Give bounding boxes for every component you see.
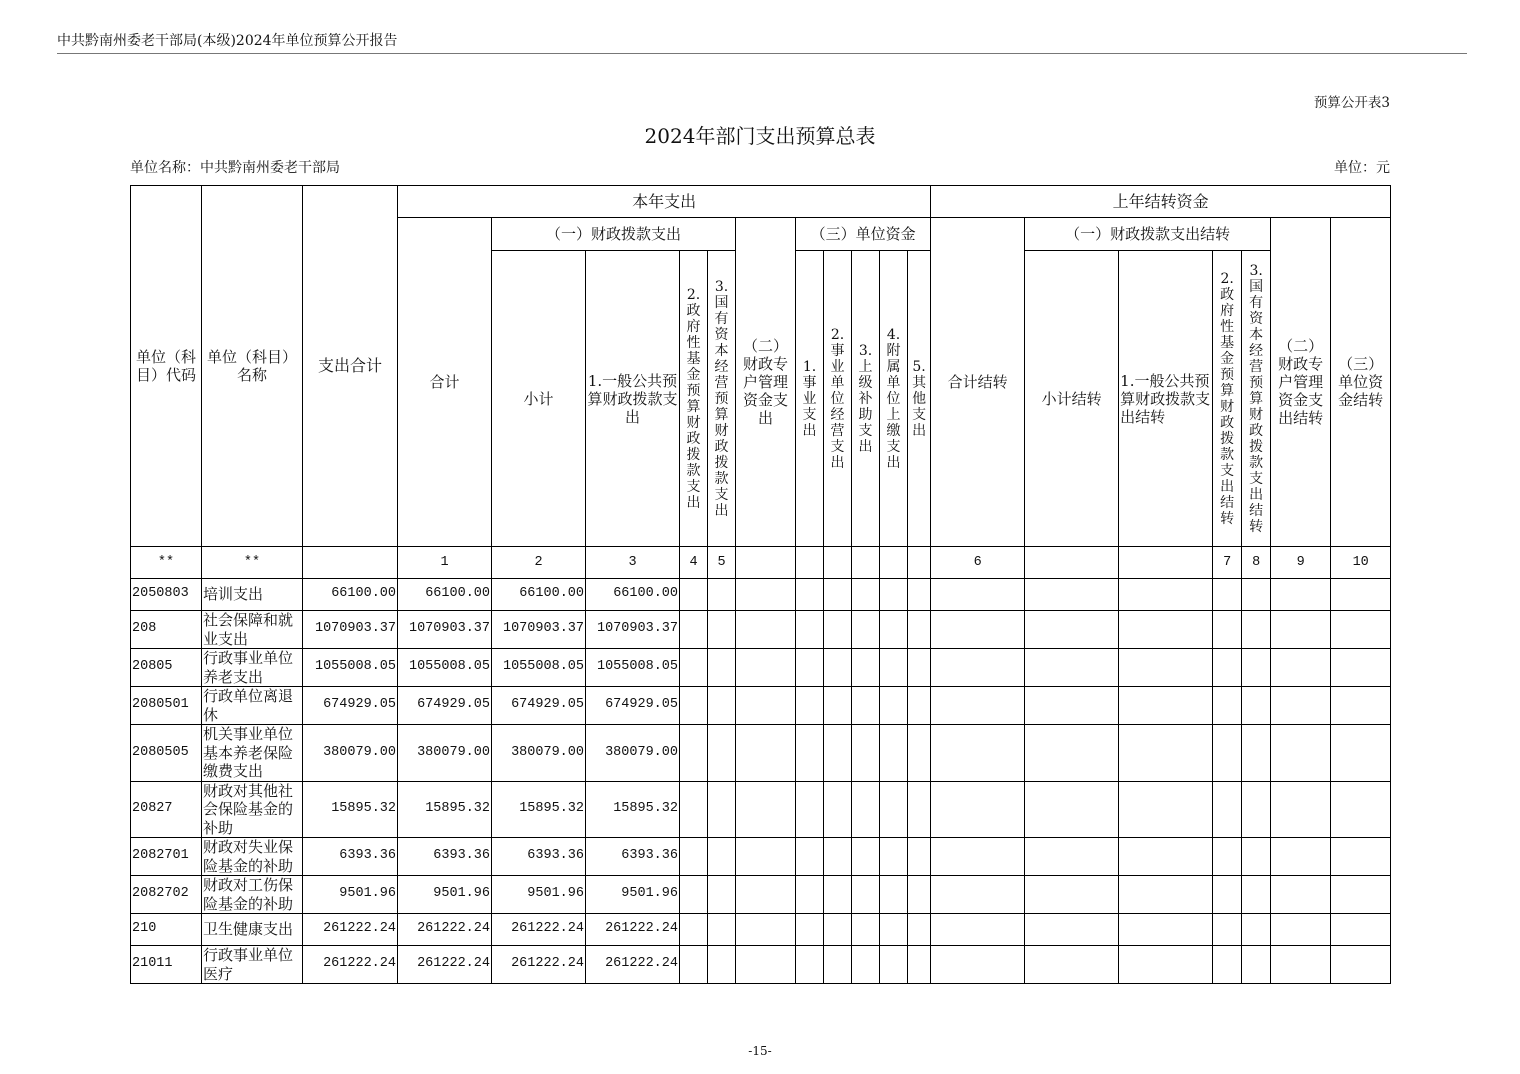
col-header-general-public-budget: 1.一般公共预算财政拨款支出 bbox=[586, 251, 680, 547]
empty-cell bbox=[880, 579, 908, 611]
empty-cell bbox=[824, 838, 852, 876]
col-header-label: 2.政府性基金预算财政拨款支出结转 bbox=[1220, 270, 1235, 527]
empty-cell bbox=[931, 838, 1025, 876]
col-header-business-expenditure bbox=[796, 251, 824, 547]
empty-cell bbox=[931, 687, 1025, 725]
empty-cell bbox=[796, 876, 824, 914]
empty-cell bbox=[824, 687, 852, 725]
empty-cell bbox=[931, 725, 1025, 782]
table-title: 2024年部门支出预算总表 bbox=[644, 124, 876, 148]
empty-cell bbox=[931, 611, 1025, 649]
empty-cell bbox=[852, 725, 880, 782]
empty-cell bbox=[680, 876, 708, 914]
empty-cell bbox=[1331, 649, 1391, 687]
current-total-value: 66100.00 bbox=[398, 579, 492, 611]
empty-cell bbox=[1119, 547, 1213, 579]
current-total-value: 261222.24 bbox=[398, 946, 492, 984]
empty-cell bbox=[1025, 838, 1119, 876]
subject-code-cell: 2080505 bbox=[131, 725, 202, 782]
fiscal-subtotal-value: 1070903.37 bbox=[492, 611, 586, 649]
col-header-unit-funds-carryover: （三）单位资金结转 bbox=[1331, 218, 1391, 547]
subject-name-cell: 机关事业单位基本养老保险缴费支出 bbox=[202, 725, 303, 782]
empty-cell bbox=[708, 876, 736, 914]
empty-cell bbox=[1213, 838, 1242, 876]
empty-cell bbox=[880, 838, 908, 876]
empty-cell bbox=[796, 946, 824, 984]
empty-cell bbox=[880, 611, 908, 649]
empty-cell bbox=[908, 547, 931, 579]
empty-cell bbox=[1025, 649, 1119, 687]
col-header-label: 1.事业支出 bbox=[802, 358, 817, 439]
fiscal-subtotal-value: 9501.96 bbox=[492, 876, 586, 914]
empty-cell bbox=[824, 579, 852, 611]
empty-cell bbox=[824, 547, 852, 579]
col-header-government-fund-carryover bbox=[1213, 251, 1242, 547]
general-public-budget-value: 261222.24 bbox=[586, 914, 680, 946]
column-index-cell: 1 bbox=[398, 547, 492, 579]
subject-name-cell: 行政事业单位养老支出 bbox=[202, 649, 303, 687]
empty-cell bbox=[1242, 579, 1271, 611]
empty-cell bbox=[1331, 611, 1391, 649]
column-index-cell: 10 bbox=[1331, 547, 1391, 579]
empty-cell bbox=[1213, 946, 1242, 984]
subject-name-cell: 行政事业单位医疗 bbox=[202, 946, 303, 984]
general-public-budget-value: 6393.36 bbox=[586, 838, 680, 876]
empty-cell bbox=[1025, 781, 1119, 838]
empty-cell bbox=[1025, 579, 1119, 611]
empty-cell bbox=[1271, 946, 1331, 984]
total-expenditure-value: 1070903.37 bbox=[303, 611, 398, 649]
empty-cell bbox=[708, 579, 736, 611]
empty-cell bbox=[1213, 649, 1242, 687]
table-row bbox=[131, 914, 1391, 946]
empty-cell bbox=[1242, 914, 1271, 946]
general-public-budget-value: 15895.32 bbox=[586, 781, 680, 838]
empty-cell bbox=[1119, 687, 1213, 725]
empty-cell bbox=[1025, 914, 1119, 946]
empty-cell bbox=[1331, 687, 1391, 725]
empty-cell bbox=[1271, 838, 1331, 876]
empty-cell bbox=[880, 914, 908, 946]
empty-cell bbox=[680, 649, 708, 687]
empty-cell bbox=[931, 781, 1025, 838]
empty-cell bbox=[1213, 725, 1242, 782]
subject-code-cell: 21011 bbox=[131, 946, 202, 984]
empty-cell bbox=[1119, 781, 1213, 838]
empty-cell bbox=[908, 649, 931, 687]
subject-name-cell: 行政单位离退休 bbox=[202, 687, 303, 725]
empty-cell bbox=[708, 838, 736, 876]
empty-cell bbox=[736, 725, 796, 782]
empty-cell bbox=[680, 611, 708, 649]
empty-cell bbox=[852, 876, 880, 914]
subgroup-header-unit-funds: （三）单位资金 bbox=[796, 218, 931, 251]
col-header-label: 4.附属单位上缴支出 bbox=[886, 326, 901, 471]
column-index-cell: 3 bbox=[586, 547, 680, 579]
fiscal-subtotal-value: 674929.05 bbox=[492, 687, 586, 725]
current-total-value: 674929.05 bbox=[398, 687, 492, 725]
empty-cell bbox=[708, 725, 736, 782]
empty-cell bbox=[736, 579, 796, 611]
column-index-cell: 9 bbox=[1271, 547, 1331, 579]
total-expenditure-value: 674929.05 bbox=[303, 687, 398, 725]
empty-cell bbox=[1119, 914, 1213, 946]
empty-cell bbox=[796, 649, 824, 687]
empty-cell bbox=[852, 547, 880, 579]
general-public-budget-value: 66100.00 bbox=[586, 579, 680, 611]
table-row bbox=[131, 725, 1391, 782]
empty-cell bbox=[1025, 946, 1119, 984]
fiscal-subtotal-value: 1055008.05 bbox=[492, 649, 586, 687]
empty-cell bbox=[736, 547, 796, 579]
empty-cell bbox=[880, 725, 908, 782]
table-row bbox=[131, 838, 1391, 876]
fiscal-subtotal-value: 15895.32 bbox=[492, 781, 586, 838]
empty-cell bbox=[708, 611, 736, 649]
column-index-cell: 8 bbox=[1242, 547, 1271, 579]
page-number: -15- bbox=[748, 1044, 772, 1058]
col-header-special-account-carryover: （二）财政专户管理资金支出结转 bbox=[1271, 218, 1331, 547]
current-total-value: 1055008.05 bbox=[398, 649, 492, 687]
empty-cell bbox=[796, 914, 824, 946]
empty-cell bbox=[824, 946, 852, 984]
subject-name-cell: 卫生健康支出 bbox=[202, 914, 303, 946]
empty-cell bbox=[1271, 611, 1331, 649]
empty-cell bbox=[736, 781, 796, 838]
subject-code-cell: 2050803 bbox=[131, 579, 202, 611]
empty-cell bbox=[1331, 725, 1391, 782]
empty-cell bbox=[931, 579, 1025, 611]
empty-cell bbox=[1242, 649, 1271, 687]
table-row bbox=[131, 611, 1391, 649]
general-public-budget-value: 1070903.37 bbox=[586, 611, 680, 649]
empty-cell bbox=[824, 876, 852, 914]
empty-cell bbox=[1119, 725, 1213, 782]
empty-cell bbox=[1331, 876, 1391, 914]
empty-cell bbox=[1119, 579, 1213, 611]
empty-cell bbox=[931, 876, 1025, 914]
empty-cell bbox=[796, 687, 824, 725]
total-expenditure-value: 6393.36 bbox=[303, 838, 398, 876]
empty-cell bbox=[796, 611, 824, 649]
col-header-label: 3.上级补助支出 bbox=[858, 342, 873, 455]
col-header-superior-subsidy-expenditure bbox=[852, 251, 880, 547]
empty-cell bbox=[796, 547, 824, 579]
empty-cell bbox=[1119, 946, 1213, 984]
fiscal-subtotal-value: 261222.24 bbox=[492, 946, 586, 984]
subject-code-cell: 2082702 bbox=[131, 876, 202, 914]
empty-cell bbox=[736, 876, 796, 914]
empty-cell bbox=[908, 781, 931, 838]
empty-cell bbox=[1119, 876, 1213, 914]
empty-cell bbox=[1213, 781, 1242, 838]
col-header-current-total: 合计 bbox=[398, 218, 492, 547]
subject-code-cell: 2080501 bbox=[131, 687, 202, 725]
column-index-row bbox=[131, 547, 1391, 579]
col-header-label: 3.国有资本经营预算财政拨款支出结转 bbox=[1249, 262, 1264, 535]
column-index-cell: ** bbox=[202, 547, 303, 579]
table-row bbox=[131, 946, 1391, 984]
col-header-label: 5.其他支出 bbox=[912, 358, 927, 439]
col-header-total-expenditure: 支出合计 bbox=[303, 186, 398, 547]
empty-cell bbox=[852, 914, 880, 946]
empty-cell bbox=[880, 876, 908, 914]
empty-cell bbox=[1331, 781, 1391, 838]
col-header-label: 2.政府性基金预算财政拨款支出 bbox=[686, 286, 701, 511]
empty-cell bbox=[1025, 611, 1119, 649]
empty-cell bbox=[1025, 687, 1119, 725]
table-row bbox=[131, 579, 1391, 611]
empty-cell bbox=[852, 687, 880, 725]
empty-cell bbox=[1213, 876, 1242, 914]
empty-cell bbox=[680, 725, 708, 782]
current-total-value: 1070903.37 bbox=[398, 611, 492, 649]
subject-code-cell: 20805 bbox=[131, 649, 202, 687]
empty-cell bbox=[852, 579, 880, 611]
empty-cell bbox=[1242, 687, 1271, 725]
fiscal-subtotal-value: 6393.36 bbox=[492, 838, 586, 876]
col-header-subject-name: 单位（科目）名称 bbox=[202, 186, 303, 547]
empty-cell bbox=[708, 946, 736, 984]
empty-cell bbox=[796, 725, 824, 782]
empty-cell bbox=[1271, 687, 1331, 725]
column-index-cell: 5 bbox=[708, 547, 736, 579]
empty-cell bbox=[1271, 649, 1331, 687]
empty-cell bbox=[880, 687, 908, 725]
table-row bbox=[131, 649, 1391, 687]
current-total-value: 6393.36 bbox=[398, 838, 492, 876]
empty-cell bbox=[680, 946, 708, 984]
report-running-title: 中共黔南州委老干部局(本级)2024年单位预算公开报告 bbox=[57, 33, 398, 49]
fiscal-subtotal-value: 261222.24 bbox=[492, 914, 586, 946]
subject-code-cell: 210 bbox=[131, 914, 202, 946]
empty-cell bbox=[680, 781, 708, 838]
empty-cell bbox=[1271, 725, 1331, 782]
subject-name-cell: 财政对失业保险基金的补助 bbox=[202, 838, 303, 876]
col-header-state-capital-carryover bbox=[1242, 251, 1271, 547]
empty-cell bbox=[852, 781, 880, 838]
empty-cell bbox=[931, 946, 1025, 984]
unit-name: 单位名称：中共黔南州委老干部局 bbox=[130, 160, 340, 176]
empty-cell bbox=[1331, 579, 1391, 611]
col-header-label: 2.事业单位经营支出 bbox=[830, 326, 845, 471]
total-expenditure-value: 261222.24 bbox=[303, 914, 398, 946]
general-public-budget-value: 380079.00 bbox=[586, 725, 680, 782]
empty-cell bbox=[880, 649, 908, 687]
empty-cell bbox=[1119, 838, 1213, 876]
empty-cell bbox=[736, 914, 796, 946]
total-expenditure-value: 66100.00 bbox=[303, 579, 398, 611]
empty-cell bbox=[908, 687, 931, 725]
total-expenditure-value: 9501.96 bbox=[303, 876, 398, 914]
header-divider bbox=[57, 53, 1467, 54]
empty-cell bbox=[1025, 547, 1119, 579]
empty-cell bbox=[908, 579, 931, 611]
general-public-budget-value: 674929.05 bbox=[586, 687, 680, 725]
empty-cell bbox=[1213, 611, 1242, 649]
table-row bbox=[131, 687, 1391, 725]
column-index-cell: 4 bbox=[680, 547, 708, 579]
empty-cell bbox=[880, 946, 908, 984]
empty-cell bbox=[1271, 914, 1331, 946]
currency-unit: 单位：元 bbox=[1334, 160, 1390, 176]
empty-cell bbox=[852, 611, 880, 649]
empty-cell bbox=[708, 914, 736, 946]
empty-cell bbox=[680, 838, 708, 876]
general-public-budget-value: 1055008.05 bbox=[586, 649, 680, 687]
empty-cell bbox=[680, 579, 708, 611]
subject-name-cell: 培训支出 bbox=[202, 579, 303, 611]
total-expenditure-value: 1055008.05 bbox=[303, 649, 398, 687]
group-header-current-year: 本年支出 bbox=[398, 186, 931, 218]
empty-cell bbox=[1242, 611, 1271, 649]
empty-cell bbox=[796, 579, 824, 611]
empty-cell bbox=[796, 781, 824, 838]
expenditure-budget-table bbox=[130, 185, 1391, 984]
empty-cell bbox=[1025, 876, 1119, 914]
empty-cell bbox=[1331, 914, 1391, 946]
header-row-groups bbox=[131, 186, 1391, 218]
table-row bbox=[131, 781, 1391, 838]
empty-cell bbox=[824, 725, 852, 782]
table-number: 预算公开表3 bbox=[1313, 95, 1390, 111]
subject-code-cell: 20827 bbox=[131, 781, 202, 838]
subject-code-cell: 2082701 bbox=[131, 838, 202, 876]
general-public-budget-value: 261222.24 bbox=[586, 946, 680, 984]
empty-cell bbox=[931, 914, 1025, 946]
empty-cell bbox=[1242, 838, 1271, 876]
subgroup-header-fiscal-carryover: （一）财政拨款支出结转 bbox=[1025, 218, 1271, 251]
empty-cell bbox=[931, 649, 1025, 687]
empty-cell bbox=[1271, 579, 1331, 611]
empty-cell bbox=[908, 611, 931, 649]
subject-name-cell: 财政对其他社会保险基金的补助 bbox=[202, 781, 303, 838]
current-total-value: 380079.00 bbox=[398, 725, 492, 782]
col-header-general-public-carryover: 1.一般公共预算财政拨款支出结转 bbox=[1119, 251, 1213, 547]
fiscal-subtotal-value: 380079.00 bbox=[492, 725, 586, 782]
empty-cell bbox=[908, 914, 931, 946]
col-header-fiscal-subtotal: 小计 bbox=[492, 251, 586, 547]
subject-code-cell: 208 bbox=[131, 611, 202, 649]
current-total-value: 261222.24 bbox=[398, 914, 492, 946]
empty-cell bbox=[824, 611, 852, 649]
col-header-unit-operating-expenditure bbox=[824, 251, 852, 547]
empty-cell bbox=[796, 838, 824, 876]
col-header-special-account-funds: （二）财政专户管理资金支出 bbox=[736, 218, 796, 547]
column-index-cell: 6 bbox=[931, 547, 1025, 579]
subgroup-header-fiscal-appropriation: （一）财政拨款支出 bbox=[492, 218, 736, 251]
empty-cell bbox=[1119, 611, 1213, 649]
empty-cell bbox=[908, 876, 931, 914]
group-header-prior-carryover: 上年结转资金 bbox=[931, 186, 1391, 218]
column-index-cell: 7 bbox=[1213, 547, 1242, 579]
empty-cell bbox=[1331, 946, 1391, 984]
empty-cell bbox=[736, 687, 796, 725]
empty-cell bbox=[1242, 946, 1271, 984]
total-expenditure-value: 15895.32 bbox=[303, 781, 398, 838]
col-header-subject-code: 单位（科目）代码 bbox=[131, 186, 202, 547]
empty-cell bbox=[852, 838, 880, 876]
empty-cell bbox=[880, 781, 908, 838]
empty-cell bbox=[1271, 781, 1331, 838]
subject-name-cell: 社会保障和就业支出 bbox=[202, 611, 303, 649]
empty-cell bbox=[1213, 579, 1242, 611]
total-expenditure-value: 261222.24 bbox=[303, 946, 398, 984]
col-header-affiliated-remittance-expenditure bbox=[880, 251, 908, 547]
general-public-budget-value: 9501.96 bbox=[586, 876, 680, 914]
empty-cell bbox=[1331, 838, 1391, 876]
empty-cell bbox=[680, 914, 708, 946]
empty-cell bbox=[1213, 914, 1242, 946]
empty-cell bbox=[908, 725, 931, 782]
empty-cell bbox=[303, 547, 398, 579]
empty-cell bbox=[708, 649, 736, 687]
fiscal-subtotal-value: 66100.00 bbox=[492, 579, 586, 611]
empty-cell bbox=[1025, 725, 1119, 782]
empty-cell bbox=[824, 914, 852, 946]
current-total-value: 15895.32 bbox=[398, 781, 492, 838]
empty-cell bbox=[1242, 725, 1271, 782]
column-index-cell: ** bbox=[131, 547, 202, 579]
empty-cell bbox=[880, 547, 908, 579]
empty-cell bbox=[1213, 687, 1242, 725]
subject-name-cell: 财政对工伤保险基金的补助 bbox=[202, 876, 303, 914]
empty-cell bbox=[736, 611, 796, 649]
empty-cell bbox=[852, 946, 880, 984]
empty-cell bbox=[736, 649, 796, 687]
empty-cell bbox=[824, 649, 852, 687]
empty-cell bbox=[736, 838, 796, 876]
empty-cell bbox=[908, 838, 931, 876]
empty-cell bbox=[680, 687, 708, 725]
column-index-cell: 2 bbox=[492, 547, 586, 579]
empty-cell bbox=[736, 946, 796, 984]
col-header-fiscal-carryover-subtotal: 小计结转 bbox=[1025, 251, 1119, 547]
empty-cell bbox=[908, 946, 931, 984]
table-row bbox=[131, 876, 1391, 914]
empty-cell bbox=[1271, 876, 1331, 914]
col-header-other-expenditure bbox=[908, 251, 931, 547]
total-expenditure-value: 380079.00 bbox=[303, 725, 398, 782]
empty-cell bbox=[708, 781, 736, 838]
col-header-label: 3.国有资本经营预算财政拨款支出 bbox=[714, 278, 729, 519]
empty-cell bbox=[824, 781, 852, 838]
col-header-state-capital-budget bbox=[708, 251, 736, 547]
current-total-value: 9501.96 bbox=[398, 876, 492, 914]
empty-cell bbox=[1242, 876, 1271, 914]
col-header-government-fund-budget bbox=[680, 251, 708, 547]
empty-cell bbox=[852, 649, 880, 687]
col-header-carryover-total: 合计结转 bbox=[931, 218, 1025, 547]
empty-cell bbox=[1242, 781, 1271, 838]
empty-cell bbox=[1119, 649, 1213, 687]
empty-cell bbox=[708, 687, 736, 725]
